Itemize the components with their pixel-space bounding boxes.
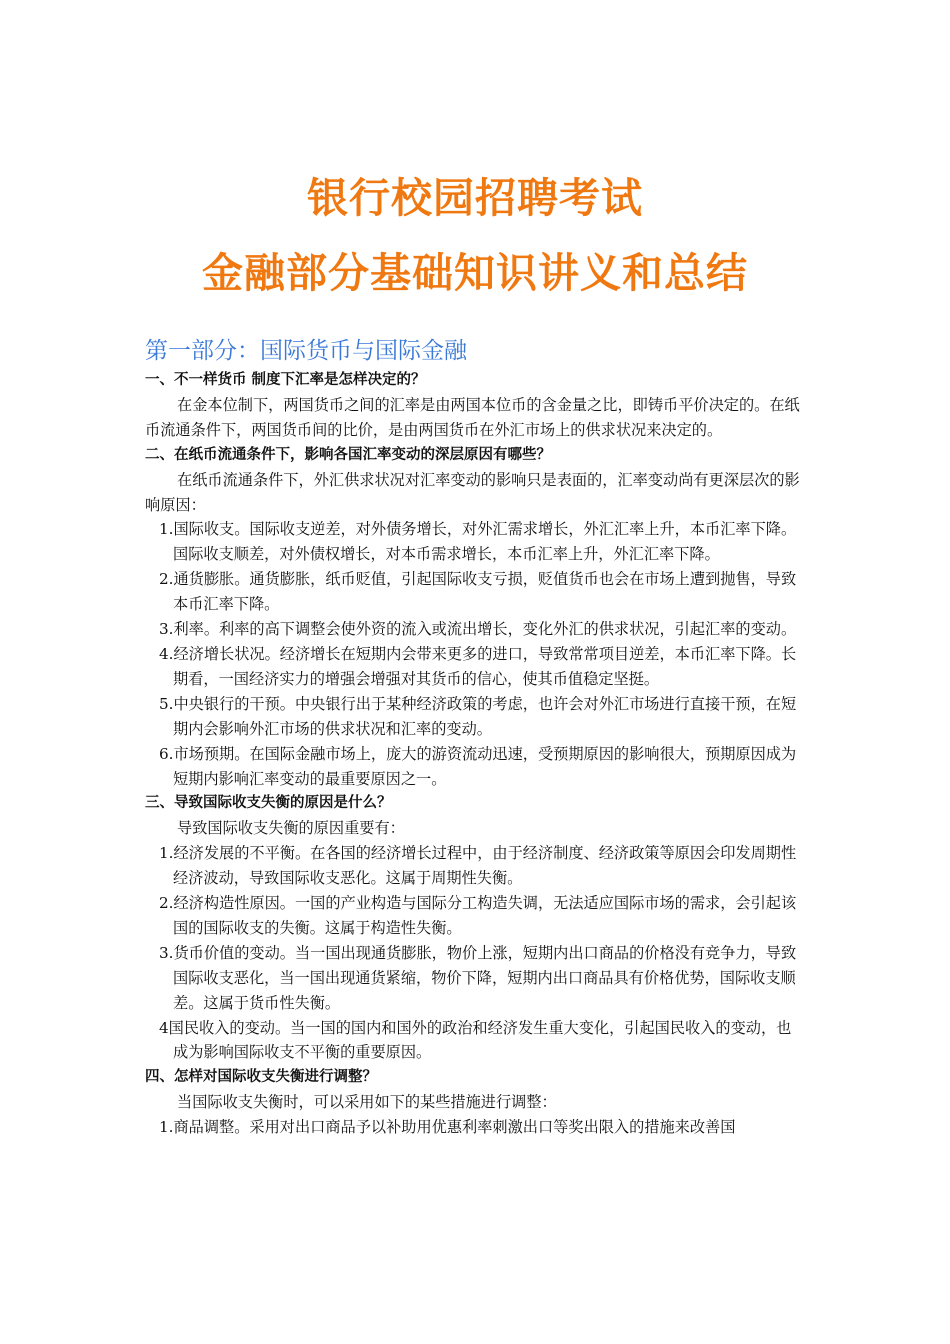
list-item: 1.经济发展的不平衡。在各国的经济增长过程中，由于经济制度、经济政策等原因会印发周期性经济波动，导致国际收支恶化。这属于周期性失衡。 — [159, 844, 797, 888]
section-3-paragraph: 导致国际收支失衡的原因重要有： — [177, 819, 405, 838]
list-item: 2.通货膨胀。通货膨胀，纸币贬值，引起国际收支亏损，贬值货币也会在市场上遭到抛售，导致本币汇率下降。 — [159, 570, 797, 614]
list-item: 3.货币价值的变动。当一国出现通货膨胀，物价上涨，短期内出口商品的价格没有竞争力，导致国际收支恶化，当一国出现通货紧缩，物价下降，短期内出口商品具有价格优势，国际收支顺差。这属于货币性失衡。 — [159, 943, 797, 1012]
document-body — [145, 368, 805, 1140]
document-title-line-1: 银行校园招聘考试 — [307, 174, 643, 222]
list-item: 4国民收入的变动。当一国的国内和国外的政治和经济发生重大变化，引起国民收入的变动，也成为影响国际收支不平衡的重要原因。 — [159, 1018, 792, 1062]
section-2-paragraph: 在纸币流通条件下，外汇供求状况对汇率变动的影响只是表面的，汇率变动尚有更深层次的影响原因： — [145, 470, 800, 514]
list-item: 4.经济增长状况。经济增长在短期内会带来更多的进口，导致常常项目逆差，本币汇率下降。长期看，一国经济实力的增强会增强对其货币的信心，使其币值稳定坚挺。 — [159, 644, 797, 688]
section-4-paragraph: 当国际收支失衡时，可以采用如下的某些措施进行调整： — [177, 1093, 557, 1112]
part-heading: 第一部分：国际货币与国际金融 — [145, 338, 467, 364]
section-2-heading: 二、在纸币流通条件下，影响各国汇率变动的深层原因有哪些？ — [145, 446, 551, 463]
section-1-heading: 一、不一样货币 制度下汇率是怎样决定的？ — [145, 372, 426, 388]
list-item: 5.中央银行的干预。中央银行出于某种经济政策的考虑，也许会对外汇市场进行直接干预，在短期内会影响外汇市场的供求状况和汇率的变动。 — [159, 694, 797, 738]
section-4-heading: 四、怎样对国际收支失衡进行调整？ — [145, 1069, 377, 1086]
list-item: 1.国际收支。国际收支逆差，对外债务增长，对外汇需求增长，外汇汇率上升，本币汇率下降。国际收支顺差，对外债权增长，对本币需求增长，本币汇率上升，外汇汇率下降。 — [159, 520, 797, 564]
section-1-paragraph: 在金本位制下，两国货币之间的汇率是由两国本位币的含金量之比，即铸币平价决定的。在纸币流通条件下，两国货币间的比价，是由两国货币在外汇市场上的供求状况来决定的。 — [145, 395, 800, 439]
document-title-line-2: 金融部分基础知识讲义和总结 — [202, 249, 748, 297]
section-3-heading: 三、导致国际收支失衡的原因是什么？ — [145, 795, 392, 812]
list-item: 1.商品调整。采用对出口商品予以补助用优惠利率刺激出口等奖出限入的措施来改善国 — [159, 1118, 736, 1137]
list-item: 2.经济构造性原因。一国的产业构造与国际分工构造失调，无法适应国际市场的需求，会引起该国的国际收支的失衡。这属于构造性失衡。 — [159, 894, 797, 937]
list-item: 3.利率。利率的高下调整会使外资的流入或流出增长，变化外汇的供求状况，引起汇率的变动。 — [159, 620, 797, 639]
list-item: 6.市场预期。在国际金融市场上，庞大的游资流动迅速，受预期原因的影响很大，预期原因成为短期内影响汇率变动的最重要原因之一。 — [159, 744, 797, 788]
